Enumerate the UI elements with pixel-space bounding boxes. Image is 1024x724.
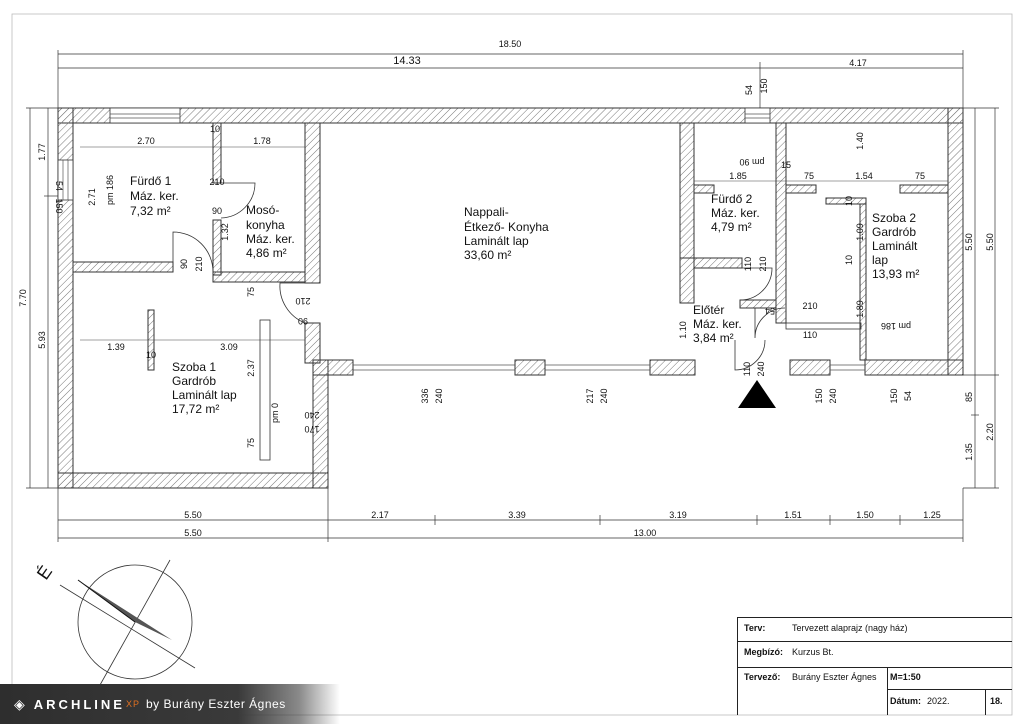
dim-bottom-1-a: 5.50	[184, 510, 202, 520]
tervezo-label: Tervező:	[744, 672, 781, 682]
dim-110d: 110	[742, 361, 752, 377]
dim-178: 1.78	[253, 136, 271, 146]
north-arrow	[33, 560, 195, 685]
dim-15: 15	[780, 160, 792, 170]
room-name: Fürdő 2	[711, 192, 753, 206]
dim-240a: 240	[304, 410, 320, 420]
entrance-marker	[738, 380, 776, 408]
dim-110c: 110	[802, 330, 818, 340]
archline-brand: ARCHLINE	[33, 696, 125, 712]
room-szoba1	[172, 360, 237, 416]
dim-54c: 54	[903, 390, 913, 402]
room-extra: Gardrób	[872, 225, 917, 239]
room-area: 13,93 m²	[872, 267, 920, 281]
datum-value: 2022.	[927, 696, 950, 706]
dim-110a: 110	[743, 256, 753, 272]
dim-right-lower-outer: 2.20	[985, 423, 995, 441]
room-floor: Máz. ker.	[246, 232, 295, 246]
archline-logo-bar	[0, 684, 340, 724]
dim-bottom-1-f: 1.50	[856, 510, 874, 520]
room-area: 4,79 m²	[711, 220, 752, 234]
room-name: Fürdő 1	[130, 174, 172, 188]
room-floor-2: lap	[872, 253, 889, 267]
room-area: 3,84 m²	[693, 331, 734, 345]
dim-right-inner: 5.50	[964, 233, 974, 251]
dim-240b: 240	[434, 388, 444, 404]
dim-140: 1.40	[855, 132, 865, 150]
room-nappali	[464, 205, 549, 262]
dim-54b: 54	[764, 306, 776, 316]
room-szoba2	[872, 211, 919, 281]
room-furdo2	[711, 192, 760, 234]
dim-right-135: 1.35	[964, 443, 974, 461]
dim-pm186b: pm 186	[880, 321, 912, 331]
dim-top-right: 4.17	[849, 58, 867, 68]
dim-bottom-1-g: 1.25	[923, 510, 941, 520]
dim-210c: 210	[295, 296, 311, 306]
room-name: Szoba 1	[172, 360, 217, 374]
room-name-2: Étkező- Konyha	[464, 220, 549, 234]
dim-210e: 210	[802, 301, 818, 311]
dim-top-left: 14.33	[393, 55, 421, 67]
dim-left-top: 1.77	[37, 143, 47, 161]
north-label: É	[32, 561, 57, 584]
dim-10a: 10	[209, 124, 221, 134]
dim-189: 1.89	[855, 300, 865, 318]
dim-pm90: pm 90	[739, 157, 765, 167]
room-name-1: Mosó-	[246, 203, 280, 217]
dimension-lines	[26, 50, 999, 542]
dim-271: 2.71	[87, 188, 97, 206]
dim-90a: 90	[211, 206, 223, 216]
dim-top-total: 18.50	[498, 39, 522, 49]
room-name-2: konyha	[246, 218, 285, 232]
dim-240d: 240	[756, 361, 766, 377]
tervezo-value: Burány Eszter Ágnes	[792, 672, 877, 682]
dim-210b: 210	[194, 256, 204, 272]
dim-336: 336	[420, 388, 430, 404]
room-floor: Máz. ker.	[693, 317, 742, 331]
dim-bottom-2-b: 13.00	[633, 528, 657, 538]
dim-10d: 10	[844, 254, 854, 266]
room-eloter	[693, 303, 742, 345]
dim-top-150: 150	[759, 78, 769, 94]
dim-110b: 1.10	[678, 321, 688, 339]
room-area: 7,32 m²	[130, 204, 171, 218]
dim-90c: 90	[297, 316, 309, 326]
dim-right-85: 85	[964, 391, 974, 403]
dim-150a: 150	[814, 388, 824, 404]
dim-bottom-1-d: 3.19	[669, 510, 687, 520]
dim-bottom-1-c: 3.39	[508, 510, 526, 520]
dim-139: 1.39	[107, 342, 125, 352]
dim-left-150: 150	[54, 198, 64, 214]
sheet-number: 18.	[990, 696, 1003, 706]
room-floor: Máz. ker.	[711, 206, 760, 220]
room-area: 4,86 m²	[246, 246, 287, 260]
title-block	[737, 617, 1012, 715]
dim-bottom-1-e: 1.51	[784, 510, 802, 520]
scale-value: M=1:50	[890, 672, 921, 682]
terv-label: Terv:	[744, 623, 766, 633]
room-name-1: Nappali-	[464, 205, 509, 219]
room-furdo1	[130, 174, 179, 218]
walls	[58, 108, 963, 488]
author-credit: by Burány Eszter Ágnes	[145, 697, 286, 711]
dim-10b: 10	[145, 350, 157, 360]
dim-top-54: 54	[744, 84, 754, 96]
dim-bottom-2-a: 5.50	[184, 528, 202, 538]
archline-reg: XP	[125, 699, 140, 709]
dim-pm186a: pm 186	[105, 174, 115, 206]
dim-170: 170	[304, 424, 320, 434]
room-floor: Laminált lap	[172, 388, 237, 402]
room-floor-1: Laminált	[872, 239, 918, 253]
room-area: 33,60 m²	[464, 248, 512, 262]
dim-150b: 150	[889, 388, 899, 404]
dim-270: 2.70	[137, 136, 155, 146]
dim-240e: 240	[828, 388, 838, 404]
dim-75a: 75	[246, 286, 256, 298]
dim-217: 217	[585, 388, 595, 404]
dim-210a: 210	[209, 177, 225, 187]
dim-132: 1.32	[220, 223, 230, 241]
dim-10c: 10	[844, 195, 854, 207]
dim-left-bottom: 5.93	[37, 331, 47, 349]
room-floor: Máz. ker.	[130, 189, 179, 203]
dim-109: 1.09	[855, 223, 865, 241]
dim-left-54: 54	[54, 180, 64, 192]
dim-75d: 75	[914, 171, 926, 181]
dim-pm0: pm 0	[270, 402, 280, 424]
dim-left-outer: 7.70	[18, 289, 28, 307]
dim-237: 2.37	[246, 359, 256, 377]
compass-needle	[78, 580, 172, 640]
room-extra: Gardrób	[172, 374, 217, 388]
dim-240c: 240	[599, 388, 609, 404]
archline-logo-icon: ◈	[14, 695, 26, 712]
room-mosokonyha	[246, 203, 295, 260]
dim-bottom-1-b: 2.17	[371, 510, 389, 520]
dim-185: 1.85	[729, 171, 747, 181]
megbizo-label: Megbízó:	[744, 647, 783, 657]
dim-210d: 210	[758, 256, 768, 272]
dim-right-outer: 5.50	[985, 233, 995, 251]
megbizo-value: Kurzus Bt.	[792, 647, 834, 657]
datum-label: Dátum:	[890, 696, 921, 706]
room-floor: Laminált lap	[464, 234, 529, 248]
room-name: Szoba 2	[872, 211, 917, 225]
room-area: 17,72 m²	[172, 402, 220, 416]
dim-75c: 75	[803, 171, 815, 181]
dim-309: 3.09	[220, 342, 238, 352]
dim-75b: 75	[246, 437, 256, 449]
terv-value: Tervezett alaprajz (nagy ház)	[792, 623, 908, 633]
dim-154: 1.54	[855, 171, 873, 181]
room-name: Előtér	[693, 303, 725, 317]
dim-90b: 90	[179, 258, 189, 270]
